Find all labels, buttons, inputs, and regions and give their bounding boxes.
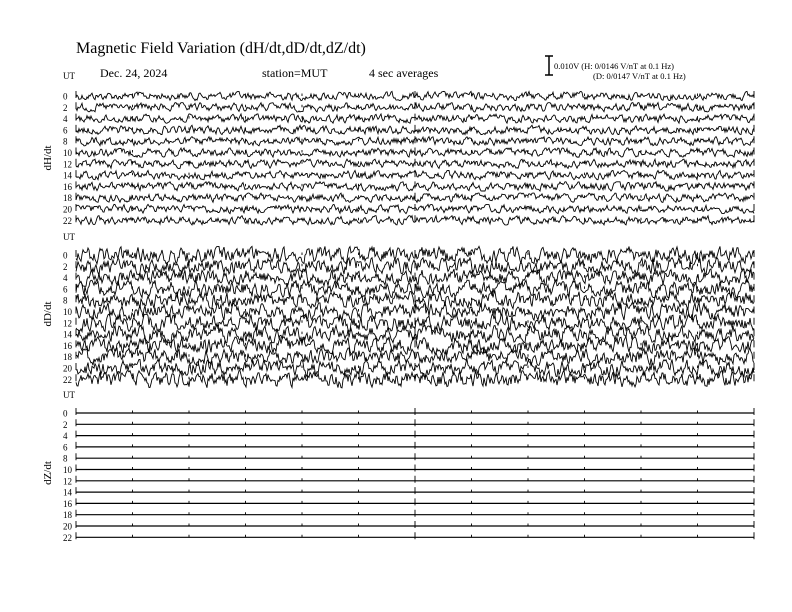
ut-label: UT <box>63 232 75 242</box>
row-label: 12 <box>63 159 72 170</box>
row-label: 2 <box>63 102 68 113</box>
row-label: 22 <box>63 532 72 543</box>
y-axis-label: dD/dt <box>42 301 54 327</box>
row-label: 8 <box>63 136 68 147</box>
station-label: station=MUT <box>262 66 328 80</box>
panel-dhdt <box>42 71 754 226</box>
row-label: 0 <box>63 408 68 419</box>
row-label: 4 <box>63 273 68 284</box>
averaging-label: 4 sec averages <box>369 66 439 80</box>
row-label: 10 <box>63 148 72 158</box>
scale-h-note: (H: 0/0146 V/nT at 0.1 Hz) <box>581 61 674 71</box>
scale-value-text: 0.010V <box>554 61 580 71</box>
row-label: 14 <box>63 170 72 181</box>
row-label: 12 <box>63 476 72 487</box>
row-label: 14 <box>63 487 72 498</box>
ut-label: UT <box>63 71 75 81</box>
row-label: 8 <box>63 295 68 306</box>
row-label: 16 <box>63 340 72 351</box>
row-label: 6 <box>63 125 68 136</box>
row-label: 6 <box>63 284 68 295</box>
row-label: 0 <box>63 91 68 102</box>
y-axis-label: dZ/dt <box>42 461 54 485</box>
row-label: 10 <box>63 307 72 317</box>
row-label: 20 <box>63 204 72 215</box>
row-label: 20 <box>63 521 72 532</box>
row-label: 16 <box>63 181 72 192</box>
row-label: 0 <box>63 250 68 261</box>
date-label: Dec. 24, 2024 <box>100 66 168 80</box>
panel-dzdt <box>42 390 754 543</box>
panel-dddt <box>42 232 754 388</box>
scale-bar <box>545 56 553 75</box>
row-label: 22 <box>63 374 72 385</box>
row-label: 22 <box>63 215 72 226</box>
row-label: 4 <box>63 114 68 125</box>
row-label: 18 <box>63 193 72 204</box>
ut-label: UT <box>63 390 75 400</box>
row-label: 8 <box>63 453 68 464</box>
row-label: 14 <box>63 329 72 340</box>
row-label: 20 <box>63 363 72 374</box>
row-label: 2 <box>63 419 68 430</box>
y-axis-label: dH/dt <box>42 145 54 171</box>
row-label: 10 <box>63 465 72 475</box>
chart-title: Magnetic Field Variation (dH/dt,dD/dt,dZ/dt) <box>76 40 366 57</box>
row-label: 6 <box>63 442 68 453</box>
row-label: 18 <box>63 352 72 363</box>
row-label: 16 <box>63 498 72 509</box>
row-label: 12 <box>63 318 72 329</box>
row-label: 18 <box>63 510 72 521</box>
scale-d-note: (D: 0/0147 V/nT at 0.1 Hz) <box>593 71 686 81</box>
row-label: 4 <box>63 431 68 442</box>
row-label: 2 <box>63 261 68 272</box>
